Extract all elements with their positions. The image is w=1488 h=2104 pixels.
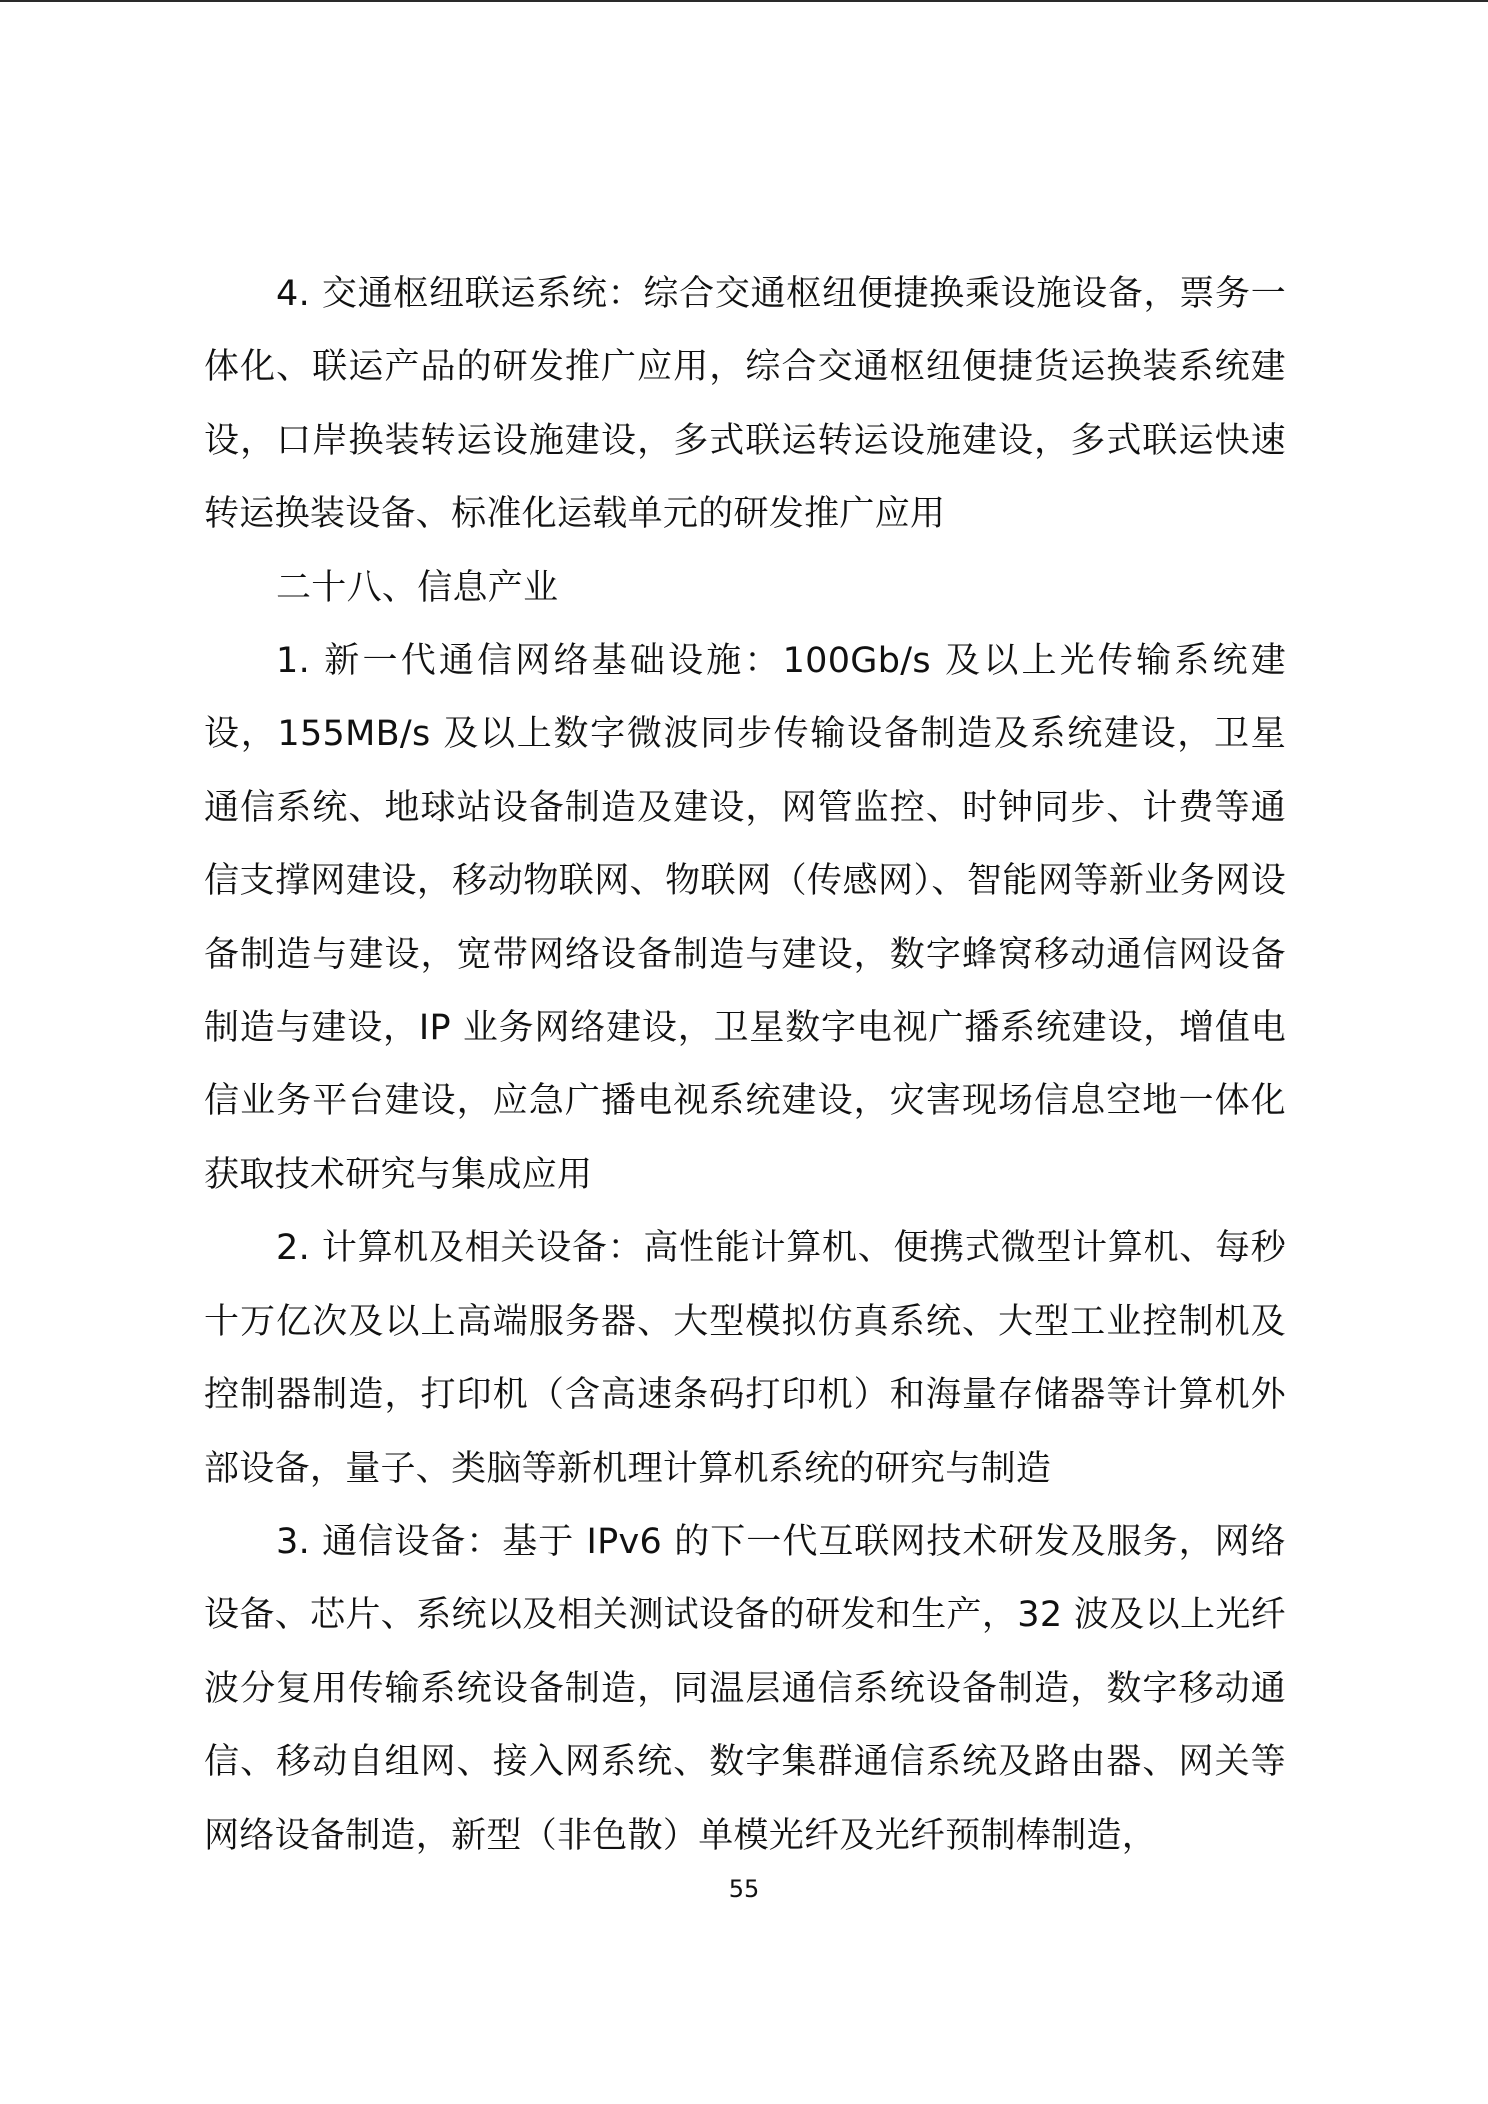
body-text	[204, 258, 1286, 1873]
section-heading-information-industry: 二十八、信息产业	[276, 567, 559, 608]
paragraph-computer-equipment: 2. 计算机及相关设备：高性能计算机、便携式微型计算机、每秒十万亿次及以上高端服务器、大型模拟仿真系统、大型工业控制机及控制器制造，打印机（含高速条码打印机）和海量存储器等计算机外部设备，量子、类脑等新机理计算机系统的研究与制造	[204, 1228, 1286, 1489]
page-number: 55	[728, 1875, 760, 1903]
paragraph-transport-hub: 4. 交通枢纽联运系统：综合交通枢纽便捷换乘设施设备，票务一体化、联运产品的研发推广应用，综合交通枢纽便捷货运换装系统建设，口岸换装转运设施建设，多式联运转运设施建设，多式联运快速转运换装设备、标准化运载单元的研发推广应用	[204, 274, 1286, 535]
paragraph-communication-network: 1. 新一代通信网络基础设施：100Gb/s 及以上光传输系统建设，155MB/s 及以上数字微波同步传输设备制造及系统建设，卫星通信系统、地球站设备制造及建设，网管监控、时钟同步、计费等通信支撑网建设，移动物联网、物联网（传感网）、智能网等新业务网设备制造与建设，宽带网络设备制造与建设，数字蜂窝移动通信网设备制造与建设，IP 业务网络建设，卫星数字电视广播系统建设，增值电信业务平台建设，应急广播电视系统建设，灾害现场信息空地一体化获取技术研究与集成应用	[204, 641, 1286, 1195]
paragraph-communication-equipment: 3. 通信设备：基于 IPv6 的下一代互联网技术研发及服务，网络设备、芯片、系统以及相关测试设备的研发和生产，32 波及以上光纤波分复用传输系统设备制造，同温层通信系统设备制造，数字移动通信、移动自组网、接入网系统、数字集群通信系统及路由器、网关等网络设备制造，新型（非色散）单模光纤及光纤预制棒制造，	[204, 1521, 1286, 1856]
top-border-line	[0, 0, 1488, 2]
